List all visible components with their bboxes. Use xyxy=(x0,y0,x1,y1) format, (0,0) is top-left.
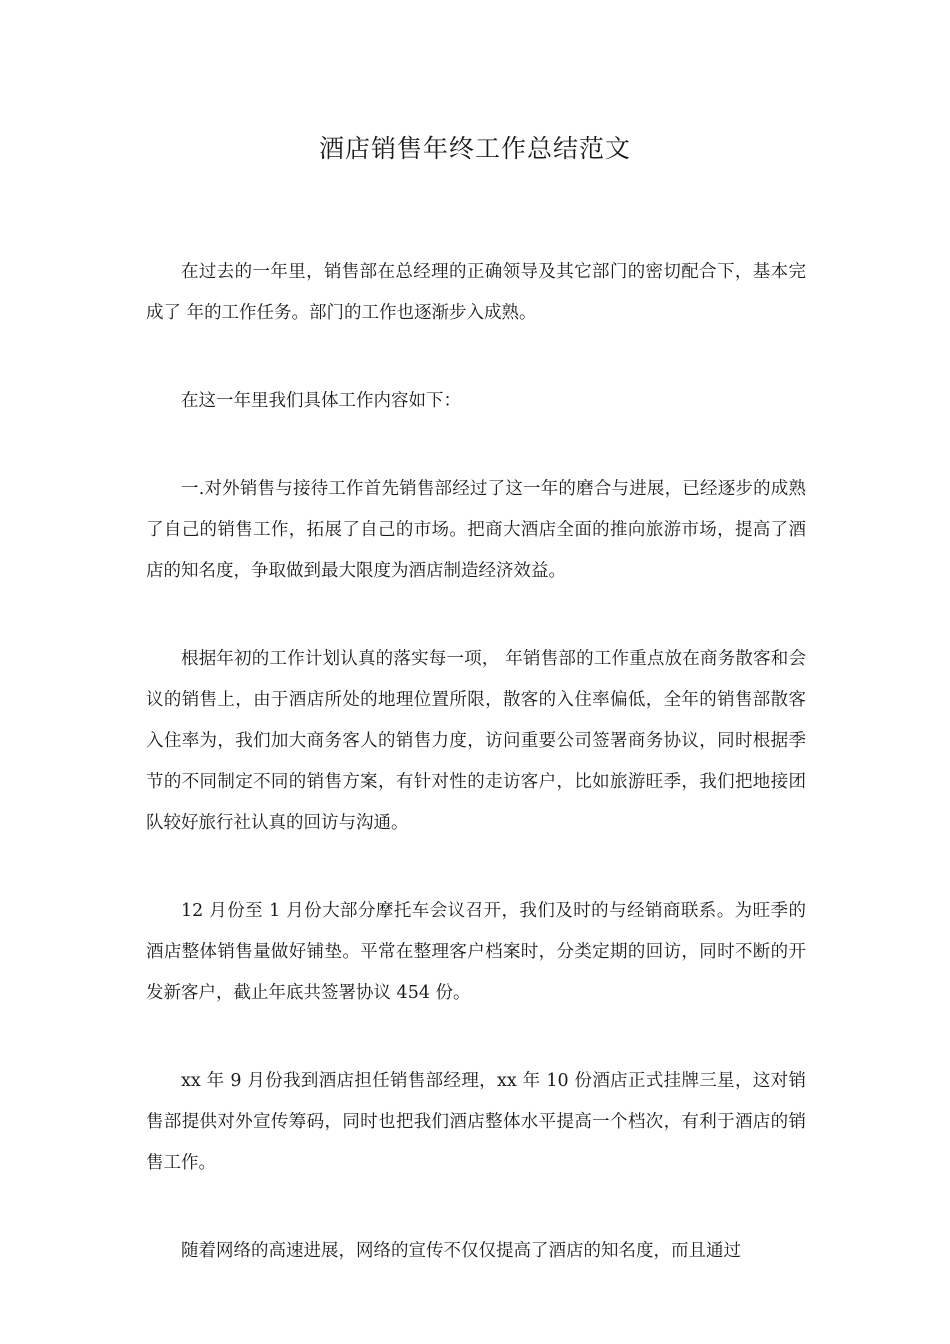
paragraph-december-january: 12 月份至 1 月份大部分摩托车会议召开，我们及时的与经销商联系。为旺季的酒店整体销售量做好铺垫。平常在整理客户档案时，分类定期的回访，同时不断的开发新客户，截止年底共签署协议 454 份。 xyxy=(146,901,806,1003)
document-title: 酒店销售年终工作总结范文 xyxy=(318,134,631,163)
paragraph-external-sales: 一.对外销售与接待工作首先销售部经过了这一年的磨合与进展，已经逐步的成熟了自己的销售工作，拓展了自己的市场。把商大酒店全面的推向旅游市场，提高了酒店的知名度，争取做到最大限度为酒店制造经济效益。 xyxy=(146,479,806,581)
paragraph-contents-lead: 在这一年里我们具体工作内容如下： xyxy=(181,391,461,411)
paragraph-network: 随着网络的高速进展，网络的宣传不仅仅提高了酒店的知名度，而且通过 xyxy=(181,1241,741,1261)
document-body xyxy=(146,252,806,1319)
paragraph-intro: 在过去的一年里，销售部在总经理的正确领导及其它部门的密切配合下，基本完成了 年的工作任务。部门的工作也逐渐步入成熟。 xyxy=(146,262,806,323)
paragraph-work-plan: 根据年初的工作计划认真的落实每一项， 年销售部的工作重点放在商务散客和会议的销售上，由于酒店所处的地理位置所限，散客的入住率偏低，全年的销售部散客入住率为，我们加大商务客人的销售力度，访问重要公司签署商务协议，同时根据季节的不同制定不同的销售方案，有针对性的走访客户，比如旅游旺季，我们把地接团队较好旅行社认真的回访与沟通。 xyxy=(146,649,806,833)
paragraph-three-star: xx 年 9 月份我到酒店担任销售部经理，xx 年 10 份酒店正式挂牌三星，这对销售部提供对外宣传筹码，同时也把我们酒店整体水平提高一个档次，有利于酒店的销售工作。 xyxy=(146,1071,806,1173)
